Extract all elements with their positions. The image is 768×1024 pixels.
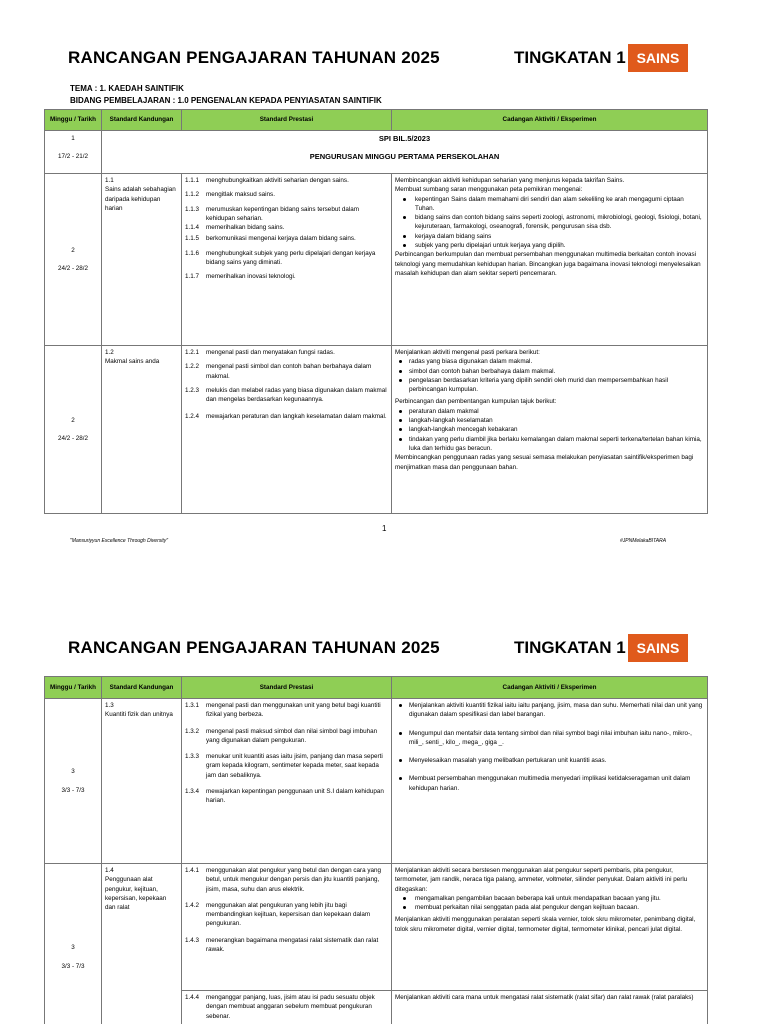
form-label: TINGKATAN 1 <box>514 48 626 67</box>
page-header <box>0 40 768 80</box>
page-header <box>0 630 768 670</box>
page-number: 1 <box>382 524 387 533</box>
content-standard-cell: 1.2 Makmal sains anda <box>102 346 182 514</box>
table-header-row <box>45 677 708 699</box>
activity-text: Menjalankan aktiviti cara mana untuk mengatasi ralat sistematik (ralat sifar) dan ralat rawak (ralat paralaks) <box>395 994 694 1001</box>
form-label: TINGKATAN 1 <box>514 638 626 657</box>
standard-item: 1.2.4 mewajarkan peraturan dan langkah keselamatan dalam makmal. <box>185 413 387 421</box>
week-date: 24/2 - 28/2 <box>57 265 89 272</box>
standard-item: 1.1.3 merumuskan kepentingan bidang sains tersebut dalam kehidupan seharian. <box>185 205 359 222</box>
standard-item: 1.1.2 mengitlak maksud sains. <box>185 191 275 199</box>
list-item: kerjaya dalam bidang sains <box>395 232 704 241</box>
table-row <box>45 346 708 514</box>
standard-item: 1.4.3 menerangkan bagaimana mengatasi ralat sistematik dan ralat rawak. <box>185 936 379 954</box>
list-item: langkah-langkah mencegah kebakaran <box>395 425 704 434</box>
standard-item: 1.4.4 menganggar panjang, luas, jisim atau isi padu sesuatu objek dengan membuat anggaran sebelum membuat pengukuran sebenar. <box>185 994 375 1020</box>
standard-item: 1.1.1 menghubungkaitkan aktiviti seharian dengan sains. <box>185 177 349 184</box>
standard-item: 1.2.2 mengenal pasti simbol dan contoh bahan berbahaya dalam makmal. <box>185 363 372 380</box>
activity-text: Menjalankan aktiviti menggunakan peralatan seperti skala vernier, tolok skru mikrometer, penimbang digital, tolok skru mikrometer digital, vernier digital, termometer digital, termometer klinikal, pencari julat digital. <box>395 916 696 933</box>
activity-list <box>395 407 704 453</box>
week-date: 3/3 - 7/3 <box>61 962 85 970</box>
first-week-notice: PENGURUSAN MINGGU PERTAMA PERSEKOLAHAN <box>309 152 500 162</box>
week-cell <box>45 699 102 864</box>
content-standard-cell: 1.4 Penggunaan alat pengukur, kejituan, kepersisan, kepekaan dan ralat <box>102 864 182 1024</box>
activity-list <box>395 195 704 251</box>
standard-item: 1.3.4 mewajarkan kepentingan penggunaan unit S.I dalam kehidupan harian. <box>185 788 384 805</box>
list-item: Membuat persembahan menggunakan multimedia menyedari implikasi ketidakseragaman unit dalam kehidupan harian. <box>395 774 704 793</box>
content-standard-cell: 1.1 Sains adalah sebahagian daripada kehidupan harian <box>102 174 182 346</box>
table-row <box>45 864 708 991</box>
spi-reference: SPI BIL.5/2023 <box>378 134 431 143</box>
activity-text: Menjalankan aktiviti secara berstesen menggunakan alat pengukur seperti pembaris, pita pengukur, termometer, jam randik, neraca tiga palang, ammeter, voltmeter, silinder penyukat. Dalam aktiviti ini perlu ditegaskan: <box>395 867 688 893</box>
table-row <box>45 131 708 174</box>
list-item: membuat perkaitan nilai senggatan pada alat pengukur dengan kejituan bacaan. <box>395 903 704 912</box>
col-activities: Cadangan Aktiviti / Eksperimen <box>392 110 708 131</box>
week-date: 24/2 - 28/2 <box>57 435 89 442</box>
table-row <box>45 174 708 346</box>
activities-cell <box>392 699 708 864</box>
col-performance-standard: Standard Prestasi <box>182 110 392 131</box>
col-performance-standard: Standard Prestasi <box>182 677 392 699</box>
list-item: Menjalankan aktiviti kuantiti fizikal iaitu iaitu panjang, jisim, masa dan suhu. Memerhati nilai dan unit yang digunakan dalam spesifikasi dan label barangan. <box>395 701 704 720</box>
week-cell <box>45 346 102 514</box>
performance-standard-cell <box>182 864 392 991</box>
footer-hashtag: #JPNMelakaBITARA <box>620 538 667 544</box>
week-cell <box>45 864 102 1024</box>
standard-item: 1.1.4 memerihalkan bidang sains. <box>185 224 285 232</box>
standard-item: 1.1.7 memerihalkan inovasi teknologi. <box>185 273 296 281</box>
list-item: subjek yang perlu dipelajari untuk kerjaya yang dipilih. <box>395 241 704 250</box>
merged-cell <box>102 131 708 174</box>
activities-cell <box>392 174 708 346</box>
col-week: Minggu / Tarikh <box>45 110 102 131</box>
activity-text: Membincangkan aktiviti kehidupan seharian yang menjurus kepada takrifan Sains. <box>395 177 625 184</box>
activities-cell <box>392 864 708 991</box>
col-content-standard: Standard Kandungan <box>102 677 182 699</box>
standard-item: 1.3.1 mengenal pasti dan menggunakan unit yang betul bagi kuantiti fizikal yang berbeza. <box>185 702 381 719</box>
list-item: radas yang biasa digunakan dalam makmal. <box>395 357 704 366</box>
week-number: 2 <box>71 416 75 424</box>
activity-list <box>395 894 704 913</box>
learning-area-label: BIDANG PEMBELAJARAN : 1.0 PENGENALAN KEPADA PENYIASATAN SAINTIFIK <box>70 96 382 105</box>
standard-item: 1.4.2 menggunakan alat pengukuran yang lebih jitu bagi membandingkan kejituan, kepersisan dan kepekaan dalam pengukuran. <box>185 901 371 928</box>
standard-item: 1.4.1 menggunakan alat pengukur yang betul dan dengan cara yang betul, untuk mengukur dengan persis dan jitu kuantiti panjang, jisim, masa, suhu dan arus elektrik. <box>185 867 382 893</box>
col-week: Minggu / Tarikh <box>45 677 102 699</box>
content-standard-cell: 1.3 Kuantiti fizik dan unitnya <box>102 699 182 864</box>
lesson-plan-table <box>44 109 708 514</box>
list-item: pengelasan berdasarkan kriteria yang dipilih sendiri oleh murid dan mempersembahkan hasil perbincangan kumpulan. <box>395 376 704 395</box>
week-number: 1 <box>71 135 75 142</box>
performance-standard-cell <box>182 346 392 514</box>
activity-text: Membuat sumbang saran menggunakan peta pemikiran mengenai: <box>395 186 583 194</box>
list-item: simbol dan contoh bahan berbahaya dalam makmal. <box>395 367 704 376</box>
list-item: peraturan dalam makmal <box>395 407 704 416</box>
plan-title: RANCANGAN PENGAJARAN TAHUNAN 2025 <box>68 638 440 657</box>
standard-item: 1.2.1 mengenal pasti dan menyatakan fungsi radas. <box>185 349 335 356</box>
col-content-standard: Standard Kandungan <box>102 110 182 131</box>
list-item: kepentingan Sains dalam memahami diri sendiri dan alam sekeliling ke arah mengagumi ciptaan Tuhan. <box>395 195 704 214</box>
page-2 <box>0 560 768 1024</box>
week-date: 3/3 - 7/3 <box>61 786 85 794</box>
performance-standard-cell <box>182 174 392 346</box>
col-activities: Cadangan Aktiviti / Eksperimen <box>392 677 708 699</box>
standard-item: 1.1.5 berkomunikasi mengenai kerjaya dalam bidang sains. <box>185 235 356 243</box>
standard-item: 1.2.3 melukis dan melabel radas yang biasa digunakan dalam makmal dan mengelas berdasarkan kegunaannya. <box>185 386 387 404</box>
table-row <box>45 699 708 864</box>
activities-cell <box>392 346 708 514</box>
standard-item: 1.3.3 menukar unit kuantiti asas iaitu jisim, panjang dan masa seperti gram kepada kilogram, sentimeter kepada meter, saat kepada jam dan sebaliknya. <box>185 753 383 779</box>
week-number: 3 <box>71 944 75 952</box>
plan-title: RANCANGAN PENGAJARAN TAHUNAN 2025 <box>68 48 440 67</box>
week-cell <box>45 174 102 346</box>
week-date: 17/2 - 21/2 <box>57 153 89 161</box>
activity-text: Perbincangan dan pembentangan kumpulan tajuk berikut: <box>395 398 557 406</box>
activity-text: Perbincangan berkumpulan dan membuat persembahan menggunakan multimedia berkaitan contoh inovasi teknologi yang memudahkan kehidupan harian. Bincangkan juga bagaimana inovasi teknologi menyelesaikan masalah kehidupan dan alam sekitar seperti pencemaran. <box>395 251 701 277</box>
lesson-plan-table <box>44 676 708 1024</box>
list-item: langkah-langkah keselamatan <box>395 416 704 425</box>
subject-badge: SAINS <box>628 634 688 662</box>
list-item: mengamalkan pengambilan bacaan beberapa kali untuk mendapatkan bacaan yang jitu. <box>395 894 704 903</box>
list-item: Menyelesaikan masalah yang melibatkan pertukaran unit kuantiti asas. <box>395 756 704 765</box>
activity-text: Menjalankan aktiviti mengenal pasti perkara berikut: <box>395 349 540 356</box>
activity-list <box>395 701 704 793</box>
list-item: tindakan yang perlu diambil jika berlaku kemalangan dalam makmal seperti terkena/tertelan bahan kimia, luka dan terhidu gas beracun. <box>395 435 704 454</box>
theme-label: TEMA : 1. KAEDAH SAINTIFIK <box>70 84 184 93</box>
standard-item: 1.1.6 menghubungkait subjek yang perlu dipelajari dengan kerjaya bidang sains yang diminati. <box>185 249 376 267</box>
standard-item: 1.3.2 mengenal pasti maksud simbol dan nilai simbol bagi imbuhan yang digunakan dalam pengukuran. <box>185 727 378 744</box>
list-item: bidang sains dan contoh bidang sains seperti zoologi, astronomi, mikrobiologi, geologi, fisiologi, botani, kejuruteraan, farmakologi, oseanografi, forensik, pengurusan sisa dsb. <box>395 213 704 232</box>
footer-motto: "Mansuriyyun Excellence Through Diversity" <box>70 538 169 544</box>
week-number: 3 <box>71 768 75 776</box>
activity-list <box>395 357 704 394</box>
week-cell <box>45 131 102 174</box>
activities-cell <box>392 991 708 1024</box>
performance-standard-cell <box>182 699 392 864</box>
week-number: 2 <box>71 246 75 254</box>
subject-badge: SAINS <box>628 44 688 72</box>
performance-standard-cell <box>182 991 392 1024</box>
list-item: Mengumpul dan mentafsir data tentang simbol dan nilai symbol bagi nilai imbuhan iaitu nano-, mikro-, mili_, senti_, kilo_, mega_, giga _. <box>395 729 704 748</box>
table-header-row <box>45 110 708 131</box>
activity-text: Membincangkan penggunaan radas yang sesuai semasa melakukan penyiasatan saintifik/eksperimen bagi menjimatkan masa dan penggunaan bahan. <box>395 454 694 471</box>
